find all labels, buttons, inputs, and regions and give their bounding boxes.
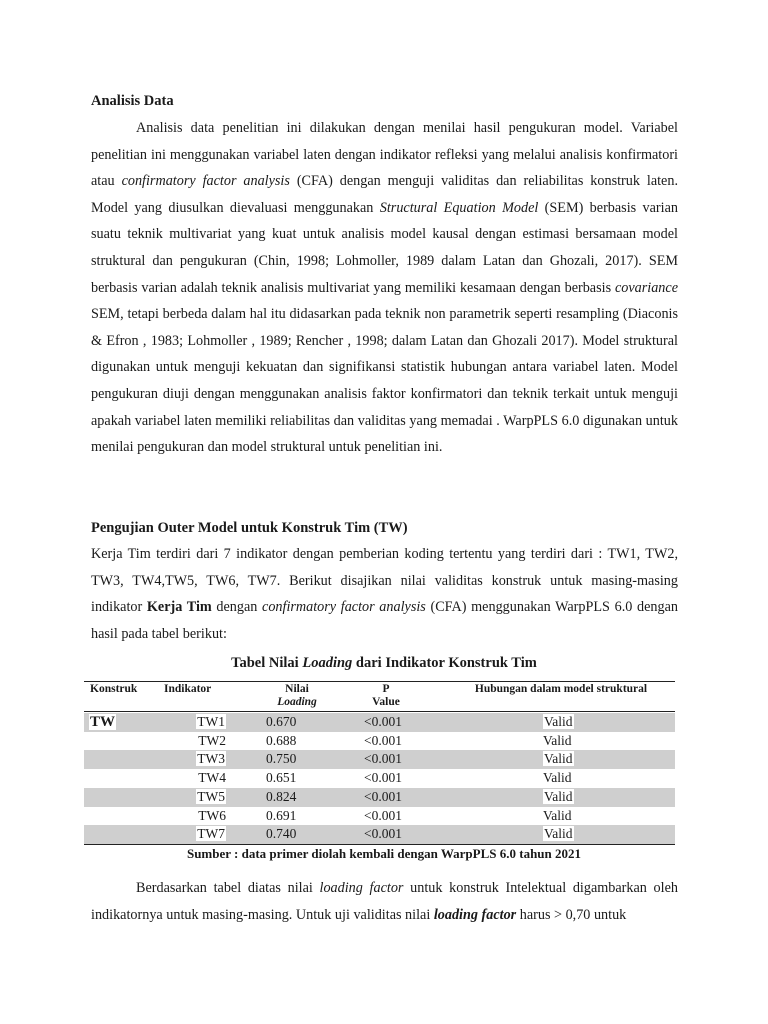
italic-term: confirmatory factor analysis bbox=[262, 599, 426, 616]
cell-indikator: TW2 bbox=[198, 733, 226, 748]
cell-p-value: <0.001 bbox=[364, 714, 402, 729]
header-nilai-line2: Loading bbox=[277, 696, 317, 708]
table-row bbox=[84, 807, 675, 826]
paragraph-berdasarkan bbox=[91, 875, 678, 928]
table-header-rule bbox=[84, 711, 675, 712]
text-run: Analisis data penelitian ini dilakukan dengan menilai hasil pengukuran model. Variabel penelitian ini menggunakan variabel laten dengan indikator refleksi yang melalui analisis konfirmatori atau bbox=[91, 120, 678, 190]
table-row bbox=[84, 750, 675, 769]
header-p-line1: P bbox=[382, 683, 390, 695]
table-bottom-rule bbox=[84, 844, 675, 845]
cell-indikator bbox=[192, 750, 226, 769]
table-top-rule bbox=[84, 681, 675, 682]
table-row bbox=[84, 769, 675, 788]
hubungan-value: Valid bbox=[544, 751, 573, 766]
header-p-line2: Value bbox=[372, 696, 400, 708]
indikator-value: TW1 bbox=[197, 714, 225, 729]
cell-p-value: <0.001 bbox=[364, 770, 402, 785]
header-nilai-line1: Nilai bbox=[285, 683, 309, 695]
cell-loading: 0.688 bbox=[266, 733, 297, 748]
hubungan-value: Valid bbox=[544, 826, 573, 841]
cell-hubungan: Valid bbox=[543, 733, 572, 748]
cell-hubungan bbox=[543, 788, 574, 807]
cell-indikator: TW4 bbox=[198, 770, 226, 785]
cell-p-value: <0.001 bbox=[364, 751, 402, 766]
header-indikator: Indikator bbox=[164, 683, 212, 695]
paragraph-outer-model bbox=[91, 541, 678, 647]
text-run: dengan bbox=[211, 599, 263, 616]
cell-indikator: TW6 bbox=[198, 808, 226, 823]
cell-loading: 0.824 bbox=[266, 789, 297, 804]
cell-p-value: <0.001 bbox=[364, 808, 402, 823]
text-run: harus > 0,70 untuk bbox=[516, 906, 627, 923]
table-title-prefix: Tabel Nilai bbox=[231, 655, 303, 671]
text-run: (CFA) dengan menguji validitas dan reliabilitas konstruk laten. Model yang diusulkan dievaluasi menggunakan bbox=[91, 173, 678, 216]
section-heading-analisis-data: Analisis Data bbox=[91, 93, 174, 109]
header-hubungan: Hubungan dalam model struktural bbox=[474, 683, 648, 695]
header-p-value bbox=[356, 683, 416, 709]
cell-loading: 0.691 bbox=[266, 808, 297, 823]
indikator-value: TW5 bbox=[197, 789, 225, 804]
cell-p-value: <0.001 bbox=[364, 826, 402, 841]
table-source: Sumber : data primer diolah kembali dengan WarpPLS 6.0 tahun 2021 bbox=[186, 846, 582, 861]
table-title-italic: Loading bbox=[302, 655, 353, 671]
indikator-value: TW3 bbox=[197, 751, 225, 766]
cell-loading: 0.740 bbox=[266, 826, 297, 841]
paragraph-analisis-data bbox=[91, 115, 678, 461]
text-run: (CFA) menggunakan WarpPLS 6.0 dengan hasil pada tabel berikut: bbox=[91, 599, 678, 642]
header-konstruk: Konstruk bbox=[90, 683, 138, 695]
konstruk-label: TW bbox=[90, 714, 116, 730]
italic-term: Structural Equation Model bbox=[379, 199, 539, 216]
cell-konstruk bbox=[89, 713, 116, 732]
text-run: Kerja Tim terdiri dari 7 indikator dengan pemberian koding tertentu yang terdiri dari : TW1, TW2, TW3, TW4,TW5, TW6, TW7. Berikut disajikan nilai validitas konstruk untuk masing-masing indikator bbox=[91, 546, 678, 616]
cell-indikator bbox=[192, 713, 226, 732]
bold-term: Kerja Tim bbox=[146, 599, 212, 616]
bold-italic-term: loading factor bbox=[433, 906, 517, 923]
cell-loading: 0.750 bbox=[266, 751, 297, 766]
table-row bbox=[84, 732, 675, 751]
italic-term: confirmatory factor analysis bbox=[121, 173, 290, 190]
cell-loading: 0.651 bbox=[266, 770, 297, 785]
text-run: Berdasarkan tabel diatas nilai bbox=[136, 880, 320, 896]
cell-p-value: <0.001 bbox=[364, 733, 402, 748]
italic-term: covariance bbox=[614, 279, 678, 296]
text-run: SEM, tetapi berbeda dalam hal itu didasarkan pada teknik non parametrik seperti resampling (Diaconis & Efron , 1983; Lohmoller , 1989; Rencher , 1998; dalam Latan dan Ghozali 2017). Model struktural digunakan untuk menguji kekuatan dan signifikansi statistik hubungan antara variabel laten. Model pengukuran diuji dengan menggunakan analisis faktor konfirmatori dan teknik terkait untuk menguji apakah variabel laten memiliki reliabilitas dan validitas yang memadai . WarpPLS 6.0 digunakan untuk menilai pengukuran dan model struktural untuk penelitian ini. bbox=[91, 306, 678, 456]
table-title bbox=[0, 655, 768, 672]
section-heading-outer-model: Pengujian Outer Model untuk Konstruk Tim (TW) bbox=[91, 520, 408, 536]
hubungan-value: Valid bbox=[544, 714, 573, 729]
cell-hubungan: Valid bbox=[543, 808, 572, 823]
cell-hubungan: Valid bbox=[543, 770, 572, 785]
text-run: untuk konstruk Intelektual digambarkan oleh indikatornya untuk masing-masing. Untuk uji validitas nilai bbox=[91, 880, 678, 923]
cell-indikator bbox=[192, 788, 226, 807]
cell-loading: 0.670 bbox=[266, 714, 297, 729]
table-row bbox=[84, 713, 675, 732]
cell-p-value: <0.001 bbox=[364, 789, 402, 804]
table-title-suffix: dari Indikator Konstruk Tim bbox=[352, 655, 537, 671]
cell-indikator bbox=[192, 825, 226, 844]
indikator-value: TW7 bbox=[197, 826, 225, 841]
italic-term: loading factor bbox=[319, 880, 404, 896]
table-row bbox=[84, 825, 675, 844]
table-row bbox=[84, 788, 675, 807]
hubungan-value: Valid bbox=[544, 789, 573, 804]
cell-hubungan bbox=[543, 713, 574, 732]
cell-hubungan bbox=[543, 825, 574, 844]
text-run: (SEM) berbasis varian suatu teknik multivariat yang kuat untuk analisis model kausal dengan estimasi bersamaan model struktural dan pengukuran (Chin, 1998; Lohmoller, 1989 dalam Latan dan Ghozali, 2017). SEM berbasis varian adalah teknik analisis multivariat yang memiliki kesamaan dengan berbasis bbox=[91, 199, 678, 296]
header-nilai-loading bbox=[267, 683, 327, 709]
cell-hubungan bbox=[543, 750, 574, 769]
